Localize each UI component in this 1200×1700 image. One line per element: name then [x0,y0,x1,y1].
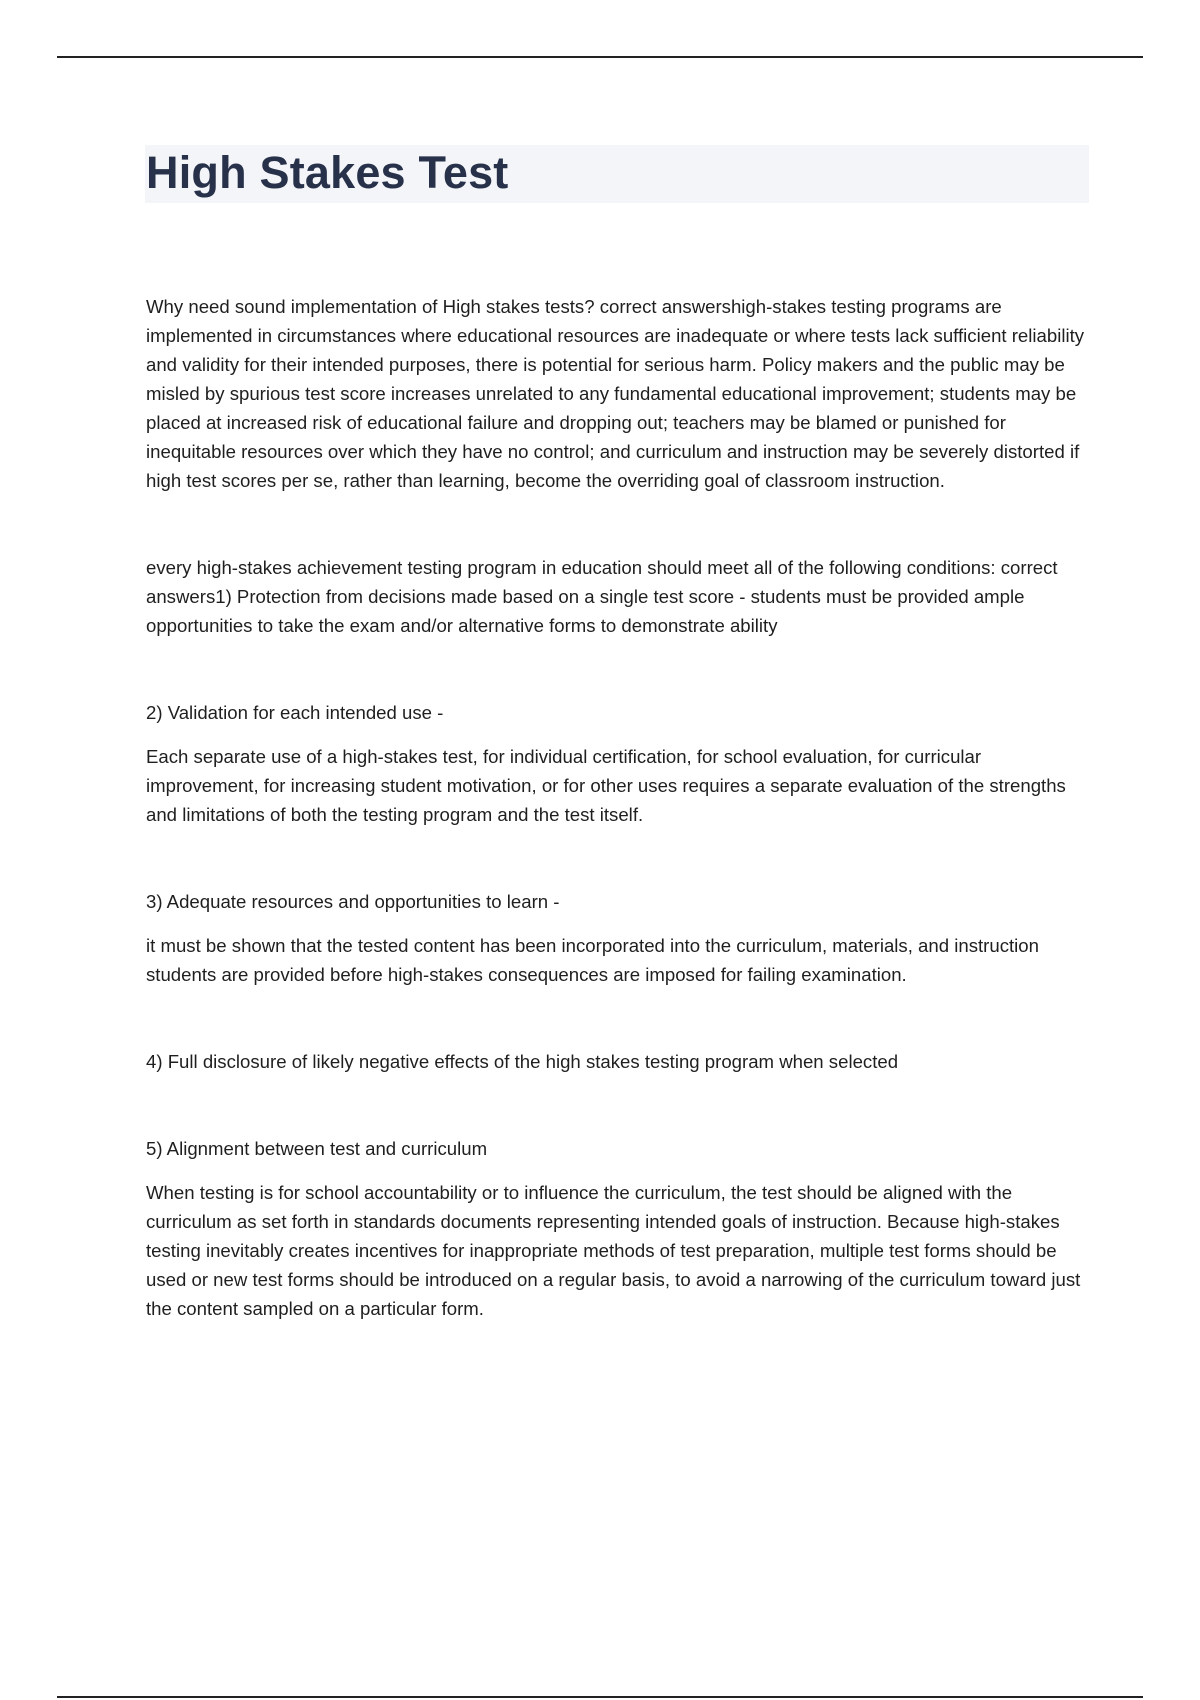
item5-heading: 5) Alignment between test and curriculum [146,1138,488,1159]
intro-paragraph: Why need sound implementation of High stakes tests? correct answershigh-stakes testing programs are implemented in circumstances where educational resources are inadequate or where tests lack sufficient reliability and validity for their intended purposes, there is potential for serious harm. Policy makers and the public may be misled by spurious test score increases unrelated to any fundamental educational improvement; students may be placed at increased risk of educational failure and dropping out; teachers may be blamed or punished for inequitable resources over which they have no control; and curriculum and instruction may be severely distorted if high test scores per se, rather than learning, become the overriding goal of classroom instruction. [146,296,1085,491]
top-divider [57,56,1143,58]
item5-body: When testing is for school accountability or to influence the curriculum, the test should be aligned with the curriculum as set forth in standards documents representing intended goals of instruction. Because high-stakes testing inevitably creates incentives for inappropriate methods of test preparation, multiple test forms should be used or new test forms should be introduced on a regular basis, to avoid a narrowing of the curriculum toward just the content sampled on a particular form. [146,1182,1081,1319]
bottom-divider [57,1696,1143,1698]
page-title: High Stakes Test [146,147,509,198]
item2-heading: 2) Validation for each intended use - [146,702,444,723]
conditions-paragraph: every high-stakes achievement testing program in education should meet all of the following conditions: correct answers1) Protection from decisions made based on a single test score - students must be provided ample opportunities to take the exam and/or alternative forms to demonstrate ability [146,557,1058,636]
item2-body: Each separate use of a high-stakes test, for individual certification, for school evaluation, for curricular improvement, for increasing student motivation, or for other uses requires a separate evaluation of the strengths and limitations of both the testing program and the test itself. [146,746,1066,825]
item4-heading: 4) Full disclosure of likely negative effects of the high stakes testing program when selected [146,1051,899,1072]
item3-body: it must be shown that the tested content has been incorporated into the curriculum, materials, and instruction students are provided before high-stakes consequences are imposed for failing examination. [146,935,1039,985]
document-body [146,292,1092,1323]
item3-heading: 3) Adequate resources and opportunities to learn - [146,891,560,912]
